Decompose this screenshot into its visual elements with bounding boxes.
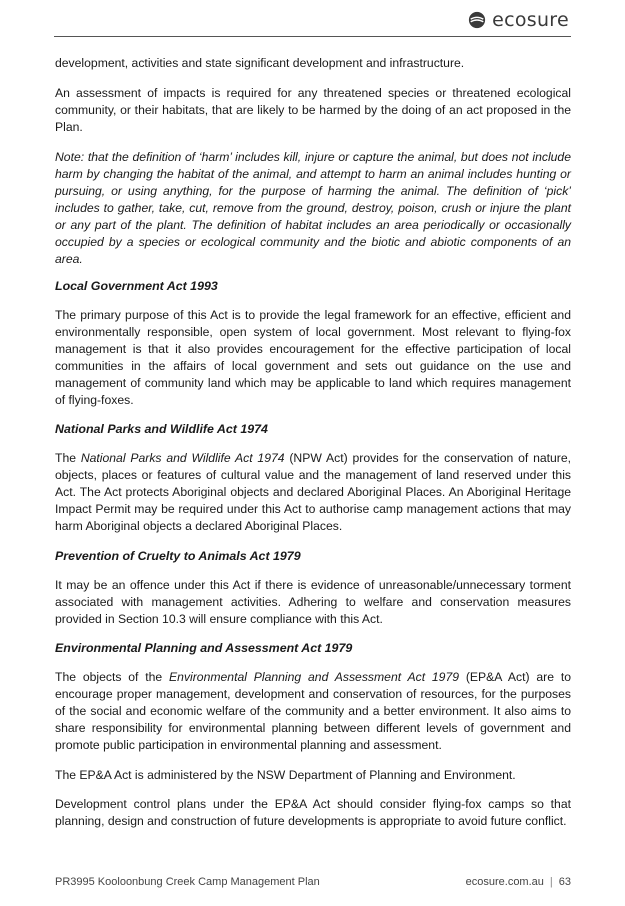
page-header <box>0 0 625 40</box>
ecosure-logo-icon <box>468 11 486 29</box>
paragraph: The primary purpose of this Act is to provide the legal framework for an effective, efficient and environmentally responsible, open system of local government. Most relevant to flying-fox management is that it also provides encouragement for the effective participation of local communities in the affairs of local government and sets out guidance on the use and management of community land which may be applicable to land which requires management of flying-foxes. <box>55 307 571 407</box>
footer-separator: | <box>549 876 553 888</box>
paragraph: The EP&A Act is administered by the NSW Department of Planning and Environment. <box>55 767 516 782</box>
section-heading: Environmental Planning and Assessment Act 1979 <box>55 641 353 655</box>
text-run: (EP&A Act) are to encourage proper management, development and conservation of resources, for the purposes of the social and economic welfare of the community and a better environment. It also aims to share responsibility for environmental planning between different levels of government and promote public participation in environmental planning and assessment. <box>55 670 572 752</box>
text-run: The <box>55 451 81 465</box>
paragraph: development, activities and state significant development and infrastructure. <box>55 56 465 70</box>
footer-website: ecosure.com.au <box>465 876 544 888</box>
footer-document-title: PR3995 Kooloonbung Creek Camp Management Plan <box>55 876 320 888</box>
text-run: (NPW Act) provides for the conservation of nature, objects, places or features of cultural value and the management of land reserved under this Act. The Act protects Aboriginal objects and declared Aboriginal Places. An Aboriginal Heritage Impact Permit may be required under this Act to authorise camp management actions that may harm Aboriginal objects a declared Aboriginal Places. <box>55 451 572 533</box>
logo-text: ecosure <box>492 9 569 31</box>
footer-right <box>466 876 571 888</box>
page-footer <box>55 876 571 888</box>
section-heading: Prevention of Cruelty to Animals Act 1979 <box>55 548 301 563</box>
text-run: The objects of the <box>55 670 170 684</box>
ecosure-logo <box>468 9 569 31</box>
note-paragraph: Note: that the definition of ‘harm’ includes kill, injure or capture the animal, but does not include harm by changing the habitat of the animal, and attempt to harm an animal includes hunting or pursuing, or using anything, for the purpose of harming the animal. The definition of ‘pick’ includes to gather, take, cut, remove from the ground, destroy, poison, crush or injure the plant or any part of the plant. The definition of habitat includes an area periodically or occasionally occupied by a species or ecological community and the biotic and abiotic components of an area. <box>55 149 571 266</box>
paragraph: It may be an offence under this Act if there is evidence of unreasonable/unnecessary torment associated with management activities. Adhering to welfare and conservation measures provided in Section 10.3 will ensure compliance with this Act. <box>55 577 571 626</box>
paragraph <box>55 450 571 535</box>
paragraph <box>55 669 571 754</box>
paragraph: An assessment of impacts is required for any threatened species or threatened ecological community, or their habitats, that are likely to be harmed by the doing of an act proposed in the Plan. <box>55 86 571 134</box>
section-heading: National Parks and Wildlife Act 1974 <box>55 422 268 436</box>
header-divider <box>54 36 571 37</box>
act-title: Environmental Planning and Assessment Act 1979 <box>169 670 460 684</box>
page-number: 63 <box>558 876 571 888</box>
section-heading: Local Government Act 1993 <box>55 278 218 293</box>
act-title: National Parks and Wildlife Act 1974 <box>80 451 285 465</box>
main-content <box>55 55 571 843</box>
paragraph: Development control plans under the EP&A Act should consider flying-fox camps so that planning, design and construction of future developments is appropriate to avoid future conflict. <box>55 797 571 828</box>
